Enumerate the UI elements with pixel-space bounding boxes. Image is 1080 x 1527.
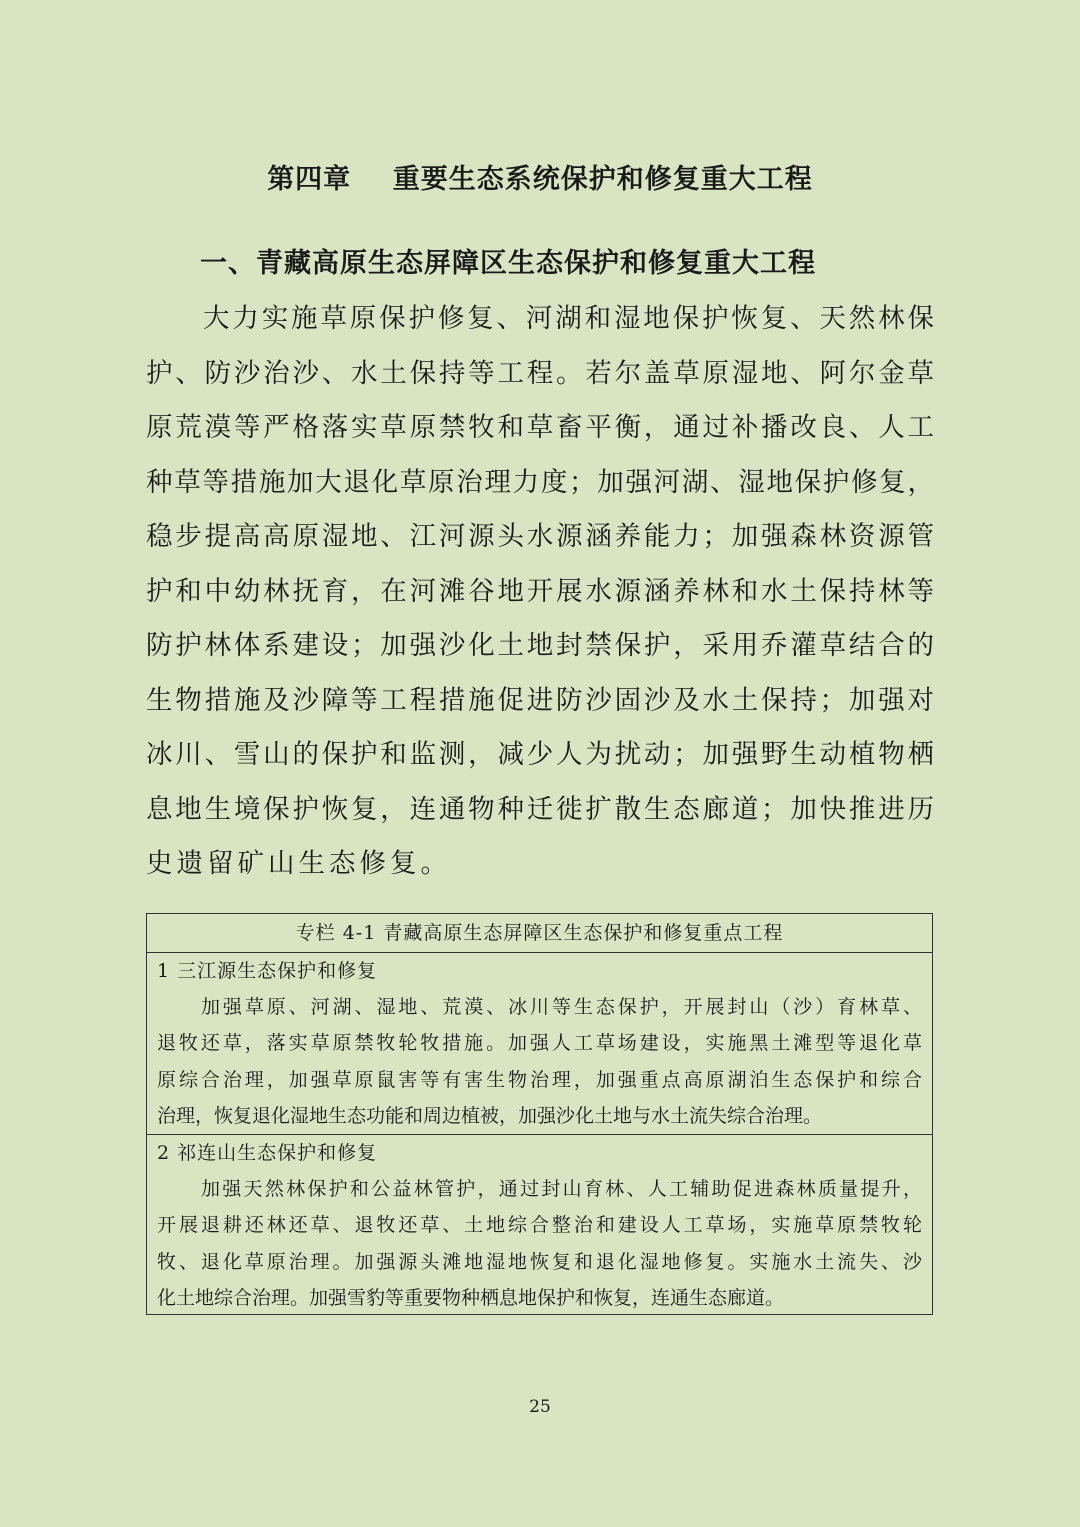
- body-line: 史遗留矿山生态修复。: [146, 848, 451, 879]
- column-box-line: 加强草原、河湖、湿地、荒漠、冰川等生态保护，开展封山（沙）育林草、: [201, 996, 922, 1018]
- column-box-line: 原综合治理，加强草原鼠害等有害生物治理，加强重点高原湖泊生态保护和综合: [157, 1068, 922, 1091]
- body-line: 稳步提高高原湿地、江河源头水源涵养能力；加强森林资源管: [146, 521, 934, 552]
- body-line: 冰川、雪山的保护和监测，减少人为扰动；加强野生动植物栖: [146, 739, 934, 770]
- column-box-section: [147, 953, 932, 1134]
- body-line: 种草等措施加大退化草原治理力度；加强河湖、湿地保护修复，: [146, 466, 934, 498]
- page-number: 25: [529, 1397, 551, 1417]
- column-box-line: 加强天然林保护和公益林管护，通过封山育林、人工辅助促进森林质量提升，: [201, 1178, 922, 1201]
- body-line: 息地生境保护恢复，连通物种迁徙扩散生态廊道；加快推进历: [146, 793, 934, 825]
- column-box-line: 治理，恢复退化湿地生态功能和周边植被，加强沙化土地与水土流失综合治理。: [157, 1104, 823, 1127]
- column-box-line: 退牧还草，落实草原禁牧轮牧措施。加强人工草场建设，实施黑土滩型等退化草: [157, 1032, 922, 1055]
- body-paragraph: [146, 292, 934, 892]
- body-line: 大力实施草原保护修复、河湖和湿地保护恢复、天然林保: [203, 303, 934, 334]
- body-line: 护和中幼林抚育，在河滩谷地开展水源涵养林和水土保持林等: [146, 575, 934, 607]
- column-box-line: 开展退耕还林还草、退牧还草、土地综合整治和建设人工草场，实施草原禁牧轮: [157, 1214, 922, 1237]
- column-box-section-heading: 2 祁连山生态保护和修复: [157, 1142, 378, 1165]
- body-line: 护、防沙治沙、水土保持等工程。若尔盖草原湿地、阿尔金草: [146, 357, 934, 389]
- section-title: 一、青藏高原生态屏障区生态保护和修复重大工程: [200, 248, 816, 279]
- column-box: [146, 913, 933, 1315]
- body-line: 原荒漠等严格落实草原禁牧和草畜平衡，通过补播改良、人工: [146, 412, 934, 443]
- chapter-title: 第四章 重要生态系统保护和修复重大工程: [267, 164, 813, 195]
- column-box-line: 牧、退化草原治理。加强源头滩地湿地恢复和退化湿地修复。实施水土流失、沙: [157, 1250, 922, 1273]
- column-box-line: 化土地综合治理。加强雪豹等重要物种栖息地保护和恢复，连通生态廊道。: [157, 1287, 785, 1310]
- column-box-header: 专栏 4-1 青藏高原生态屏障区生态保护和修复重点工程: [147, 914, 932, 953]
- body-line: 生物措施及沙障等工程措施促进防沙固沙及水土保持；加强对: [146, 684, 934, 716]
- column-box-section-heading: 1 三江源生态保护和修复: [157, 960, 378, 982]
- body-line: 防护林体系建设；加强沙化土地封禁保护，采用乔灌草结合的: [146, 630, 934, 661]
- column-box-section: [147, 1134, 932, 1316]
